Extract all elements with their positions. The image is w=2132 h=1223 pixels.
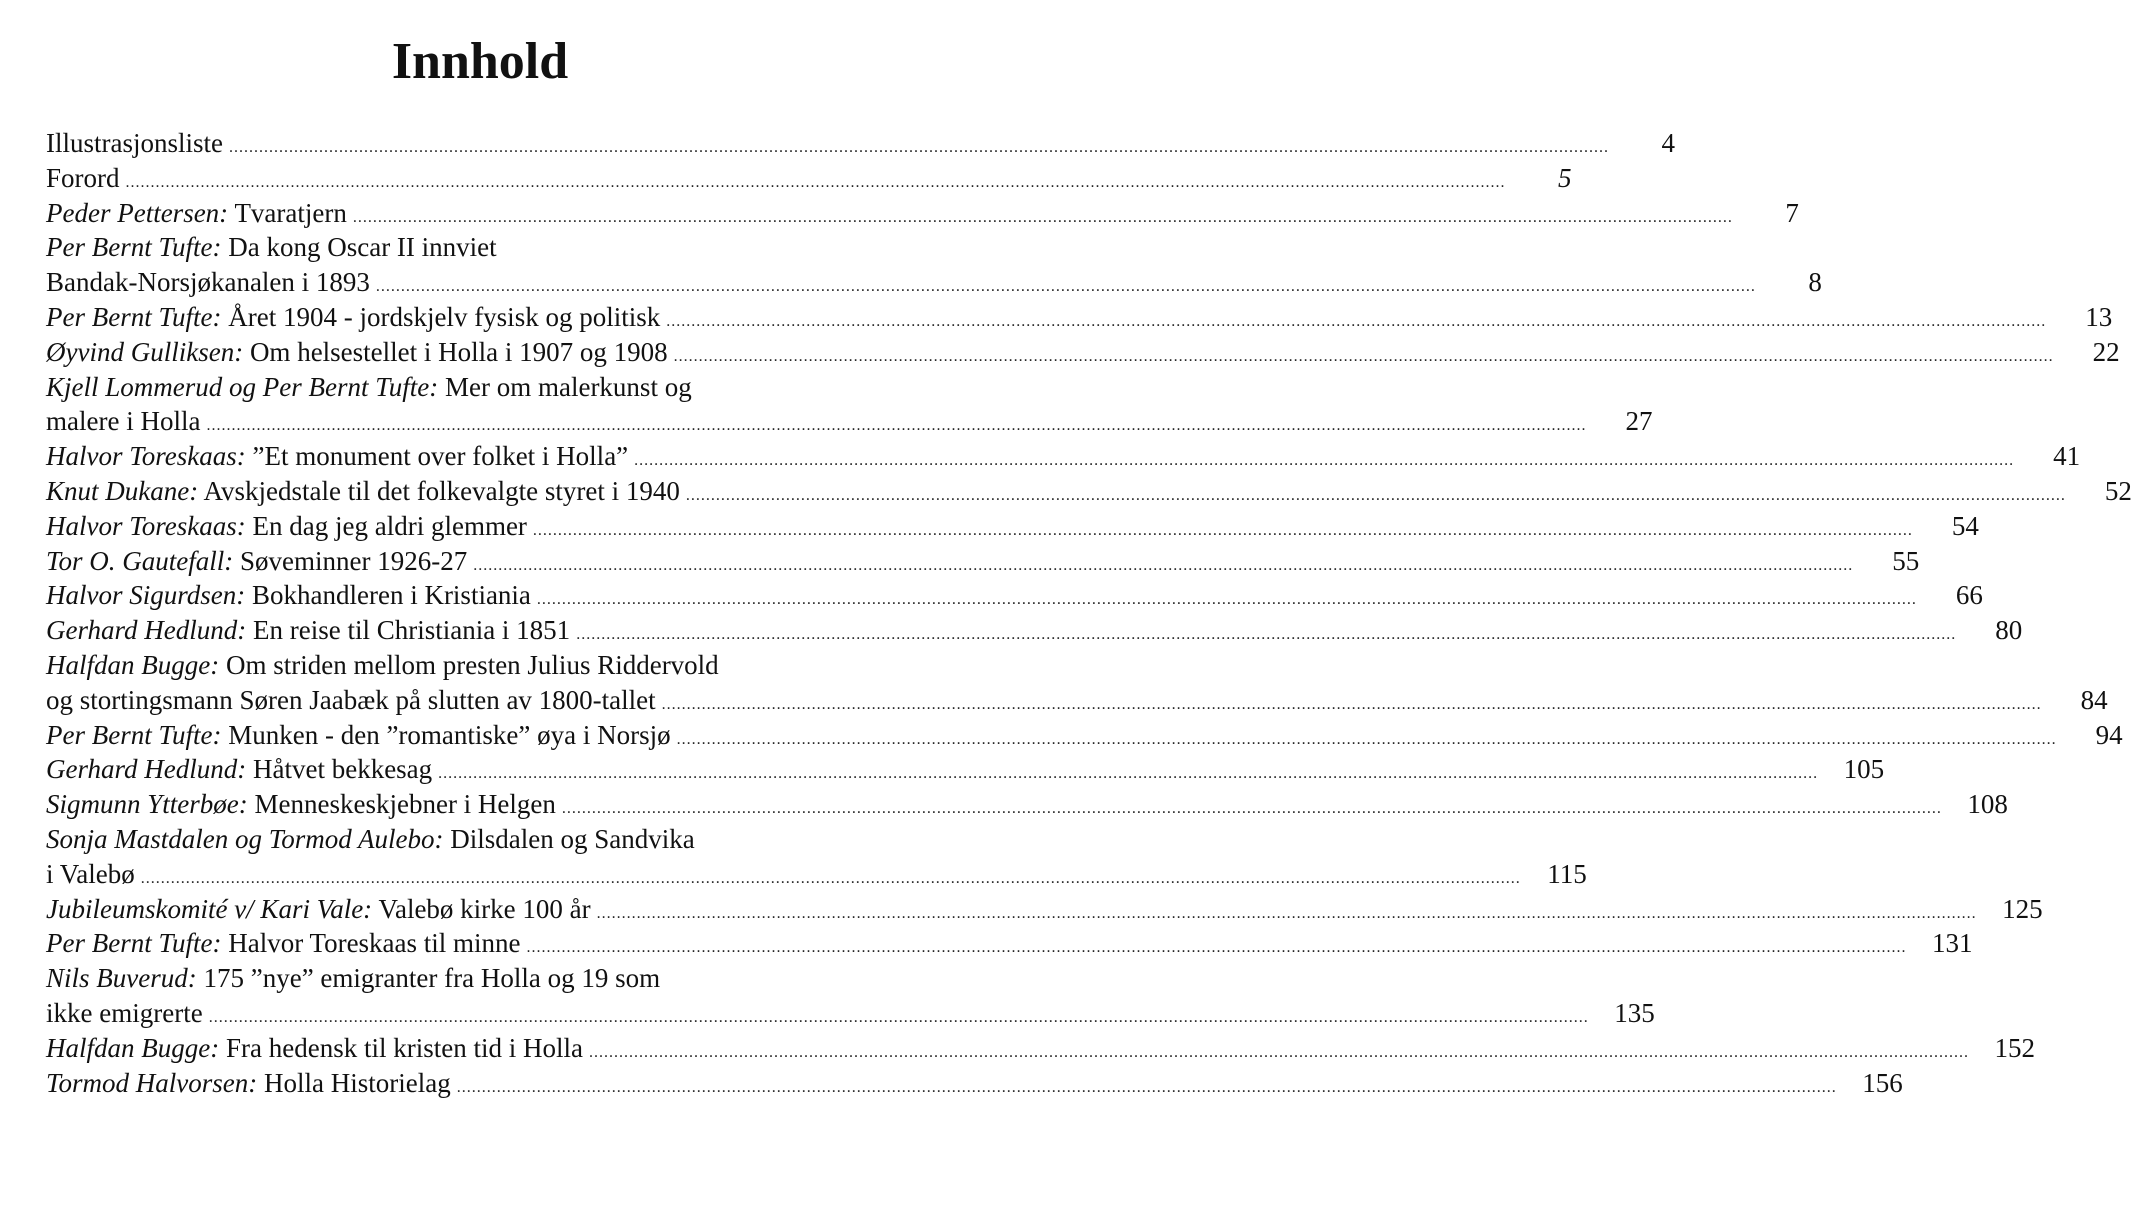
toc-entry-line [46, 787, 2008, 822]
toc-page-number: 13 [2085, 301, 2113, 332]
toc-title: Bandak-Norsjøkanalen i 1893 [46, 267, 370, 298]
toc-entry [46, 961, 1655, 1031]
toc-title: Søveminner 1926-27 [240, 545, 468, 576]
page-title: Innhold [391, 33, 569, 90]
toc-entry-line [46, 996, 1655, 1031]
toc-title: og stortingsmann Søren Jaabæk på slutten av 1800-tallet [46, 684, 656, 715]
toc-entry [46, 300, 2113, 335]
dot-leader: .................................................................................................................................................................................................................................................................................... [676, 730, 2057, 748]
toc-entry-line [46, 648, 912, 683]
toc-title: Forord [46, 162, 120, 193]
toc-entry [46, 752, 1885, 787]
toc-author: Tor O. Gautefall: [46, 545, 234, 576]
dot-leader: .................................................................................................................................................................................................................................................................................... [140, 869, 1521, 887]
toc-page-number: 115 [1547, 858, 1587, 889]
dot-leader: .................................................................................................................................................................................................................................................................................... [673, 347, 2054, 365]
toc-page-number: 135 [1614, 997, 1655, 1028]
toc-entry-line [46, 926, 1973, 961]
toc-title: En dag jeg aldri glemmer [252, 510, 527, 541]
toc-entry-line [46, 961, 912, 996]
dot-leader: .................................................................................................................................................................................................................................................................................... [352, 208, 1733, 226]
toc-entry [46, 1066, 1903, 1101]
dot-leader: .................................................................................................................................................................................................................................................................................... [375, 278, 1756, 296]
toc-title: ”Et monument over folket i Holla” [252, 441, 629, 472]
toc-page-number: 94 [2095, 719, 2123, 750]
toc-author: Gerhard Hedlund: [46, 754, 247, 785]
toc-entry-line [46, 509, 1979, 544]
dot-leader: .................................................................................................................................................................................................................................................................................... [125, 173, 1506, 191]
toc-entry [46, 1031, 2035, 1066]
toc-entry [46, 787, 2008, 822]
dot-leader: .................................................................................................................................................................................................................................................................................... [588, 1043, 1969, 1061]
table-of-contents [46, 126, 2132, 1100]
toc-entry [46, 474, 2132, 509]
toc-entry [46, 926, 1973, 961]
toc-entry-line [46, 613, 2023, 648]
toc-author: Halvor Sigurdsen: [46, 580, 246, 611]
toc-entry-line [46, 892, 2043, 927]
toc-title: ikke emigrerte [46, 997, 203, 1028]
toc-page-number: 131 [1932, 928, 1973, 959]
toc-title: malere i Holla [46, 406, 201, 437]
dot-leader: .................................................................................................................................................................................................................................................................................... [208, 1008, 1589, 1026]
toc-page-number: 52 [2104, 475, 2132, 506]
toc-entry [46, 613, 2023, 648]
toc-author: Kjell Lommerud og Per Bernt Tufte: [46, 371, 439, 402]
toc-page-number: 8 [1808, 267, 1822, 298]
toc-page-number: 125 [2002, 893, 2043, 924]
toc-author: Halvor Toreskaas: [46, 510, 246, 541]
dot-leader: .................................................................................................................................................................................................................................................................................... [634, 452, 2015, 470]
dot-leader: .................................................................................................................................................................................................................................................................................... [473, 556, 1854, 574]
toc-entry-line [46, 439, 2081, 474]
toc-title: Avskjedstale til det folkevalgte styret i 1940 [203, 475, 680, 506]
dot-leader: .................................................................................................................................................................................................................................................................................... [661, 695, 2042, 713]
toc-page-number: 27 [1625, 406, 1653, 437]
toc-entry [46, 892, 2043, 927]
toc-entry-line [46, 230, 912, 265]
toc-entry [46, 230, 1822, 300]
dot-leader: .................................................................................................................................................................................................................................................................................... [456, 1078, 1837, 1096]
toc-author: Øyvind Gulliksen: [46, 336, 244, 367]
toc-entry-line [46, 126, 1675, 161]
toc-title: Holla Historielag [264, 1067, 451, 1098]
toc-title: Valebø kirke 100 år [378, 893, 591, 924]
toc-title: Bokhandleren i Kristiania [251, 580, 531, 611]
toc-page-number: 22 [2092, 336, 2120, 367]
dot-leader: .................................................................................................................................................................................................................................................................................... [206, 417, 1587, 435]
dot-leader: .................................................................................................................................................................................................................................................................................... [526, 939, 1907, 957]
toc-title: Om striden mellom presten Julius Riddervold [225, 649, 719, 680]
toc-entry-line [46, 822, 912, 857]
toc-author: Jubileumskomité v/ Kari Vale: [46, 893, 373, 924]
toc-author: Per Bernt Tufte: [46, 232, 222, 263]
toc-title: 175 ”nye” emigranter fra Holla og 19 som [203, 963, 661, 994]
toc-entry [46, 648, 2108, 718]
toc-entry-line [46, 544, 1920, 579]
toc-entry-line [46, 335, 2120, 370]
dot-leader: .................................................................................................................................................................................................................................................................................... [685, 486, 2066, 504]
toc-entry [46, 822, 1587, 892]
toc-page-number: 156 [1862, 1067, 1903, 1098]
toc-entry-line [46, 474, 2132, 509]
toc-page-number: 7 [1785, 197, 1799, 228]
toc-entry [46, 509, 1979, 544]
toc-author: Per Bernt Tufte: [46, 301, 222, 332]
toc-title: Om helsestellet i Holla i 1907 og 1908 [249, 336, 668, 367]
toc-title: Tvaratjern [234, 197, 347, 228]
toc-author: Gerhard Hedlund: [46, 615, 247, 646]
toc-entry-line [46, 300, 2113, 335]
toc-entry-line [46, 857, 1587, 892]
toc-title: Menneskeskjebner i Helgen [254, 789, 556, 820]
toc-author: Sigmunn Ytterbøe: [46, 789, 248, 820]
toc-entry-line [46, 370, 912, 405]
dot-leader: .................................................................................................................................................................................................................................................................................... [438, 765, 1819, 783]
toc-entry-line [46, 161, 1572, 196]
toc-title: En reise til Christiania i 1851 [252, 615, 571, 646]
toc-page-number: 41 [2053, 441, 2081, 472]
dot-leader: .................................................................................................................................................................................................................................................................................... [561, 800, 1942, 818]
toc-title: Halvor Toreskaas til minne [228, 928, 521, 959]
dot-leader: .................................................................................................................................................................................................................................................................................... [532, 521, 1913, 539]
dot-leader: .................................................................................................................................................................................................................................................................................... [596, 904, 1977, 922]
toc-page-number: 105 [1843, 754, 1885, 785]
toc-page-number: 4 [1661, 128, 1675, 158]
toc-entry [46, 578, 1983, 613]
toc-entry [46, 196, 1799, 231]
toc-page-number: 54 [1951, 510, 1979, 541]
toc-entry [46, 335, 2120, 370]
toc-author: Peder Pettersen: [46, 197, 229, 228]
toc-entry-line [46, 718, 2123, 753]
toc-entry-line [46, 1066, 1903, 1101]
toc-entry [46, 161, 1572, 196]
toc-entry-line [46, 683, 2108, 718]
toc-title: Illustrasjonsliste [46, 128, 223, 158]
toc-author: Halfdan Bugge: [46, 1032, 220, 1063]
toc-title: Dilsdalen og Sandvika [450, 823, 695, 854]
toc-title: i Valebø [46, 858, 135, 889]
toc-title: Munken - den ”romantiske” øya i Norsjø [228, 719, 671, 750]
toc-author: Per Bernt Tufte: [46, 719, 222, 750]
toc-title: Håtvet bekkesag [252, 754, 433, 785]
toc-title: Året 1904 - jordskjelv fysisk og politisk [228, 301, 661, 332]
toc-entry-line [46, 196, 1799, 231]
toc-entry-line [46, 404, 1653, 439]
dot-leader: .................................................................................................................................................................................................................................................................................... [229, 139, 1609, 156]
toc-page-number: 84 [2080, 684, 2108, 715]
toc-entry [46, 370, 1653, 440]
toc-author: Nils Buverud: [46, 963, 197, 994]
toc-entry [46, 439, 2081, 474]
toc-entry [46, 718, 2123, 753]
toc-author: Per Bernt Tufte: [46, 928, 222, 959]
dot-leader: .................................................................................................................................................................................................................................................................................... [536, 591, 1917, 609]
dot-leader: .................................................................................................................................................................................................................................................................................... [666, 312, 2047, 330]
toc-entry-line [46, 265, 1822, 300]
toc-entry [46, 126, 1675, 161]
toc-page-number: 108 [1967, 789, 2008, 820]
toc-author: Tormod Halvorsen: [46, 1067, 258, 1098]
toc-entry-line [46, 578, 1983, 613]
toc-page-number: 5 [1558, 162, 1572, 193]
toc-author: Halvor Toreskaas: [46, 441, 246, 472]
toc-page-number: 152 [1994, 1032, 2035, 1063]
toc-title: Da kong Oscar II innviet [228, 232, 497, 263]
toc-author: Halfdan Bugge: [46, 649, 220, 680]
toc-entry-line [46, 752, 1885, 787]
toc-author: Knut Dukane: [46, 475, 199, 506]
toc-entry [46, 544, 1920, 579]
toc-entry-line [46, 1031, 2035, 1066]
toc-page-number: 80 [1995, 615, 2023, 646]
dot-leader: .................................................................................................................................................................................................................................................................................... [576, 626, 1957, 644]
toc-page-number: 66 [1955, 580, 1983, 611]
toc-page-number: 55 [1892, 545, 1920, 576]
toc-title: Fra hedensk til kristen tid i Holla [225, 1032, 583, 1063]
toc-author: Sonja Mastdalen og Tormod Aulebo: [46, 823, 444, 854]
toc-title: Mer om malerkunst og [444, 371, 692, 402]
